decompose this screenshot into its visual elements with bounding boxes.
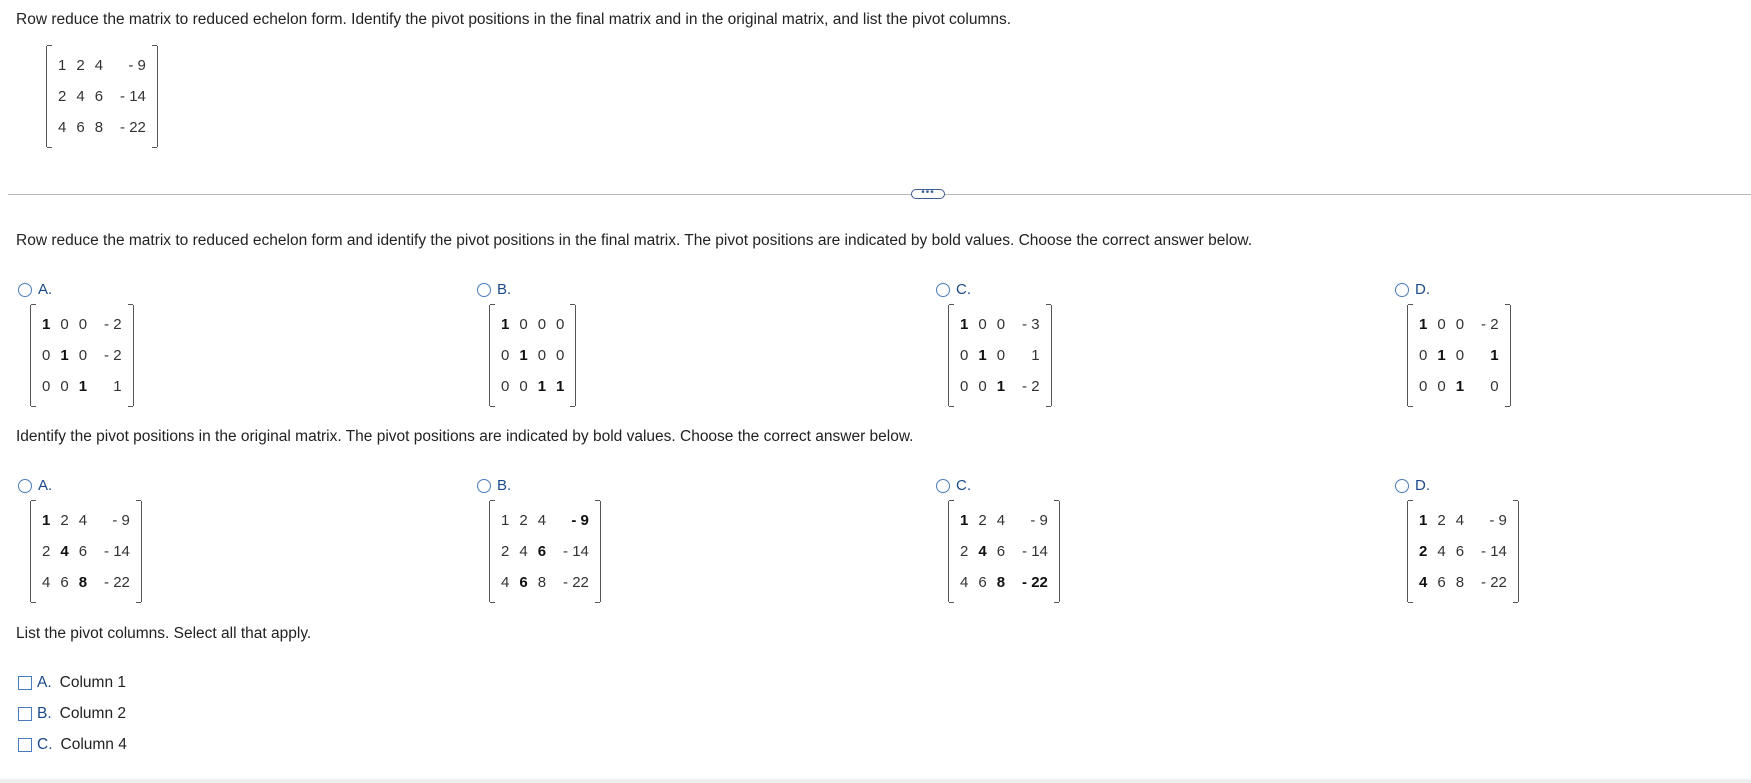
radio-button[interactable]	[1395, 479, 1409, 493]
matrix-cell: 0	[537, 347, 547, 364]
matrix-cell: - 14	[120, 88, 146, 105]
option-label: Column 4	[60, 736, 127, 753]
matrix-cell: - 9	[1030, 512, 1048, 529]
matrix-cell: 6	[76, 119, 85, 136]
original-matrix	[46, 46, 158, 147]
matrix-cell: 0	[1455, 316, 1465, 333]
radio-button[interactable]	[936, 283, 950, 297]
matrix-cell: - 9	[1489, 512, 1507, 529]
part3-prompt: List the pivot columns. Select all that apply.	[16, 625, 312, 642]
option-letter: A.	[38, 477, 53, 495]
matrix-cell: 1	[537, 378, 547, 395]
matrix-cell: - 14	[1022, 543, 1048, 560]
matrix-cell: - 22	[1481, 574, 1507, 591]
option-letter: B.	[37, 705, 52, 722]
matrix-cell: 8	[94, 119, 104, 136]
matrix-cell: 1	[960, 512, 969, 529]
checkbox[interactable]	[18, 738, 32, 752]
matrix-cell: 0	[519, 378, 528, 395]
option-letter: B.	[497, 281, 512, 299]
matrix-cell: 1	[1419, 316, 1428, 333]
matrix-cell: 4	[94, 57, 104, 74]
matrix-cell: 0	[1437, 316, 1446, 333]
matrix-cell: 0	[1490, 378, 1499, 395]
radio-button[interactable]	[477, 283, 491, 297]
matrix-cell: 1	[42, 316, 51, 333]
matrix-cell: - 22	[1022, 574, 1048, 591]
matrix-cell: - 3	[1022, 316, 1040, 333]
matrix-cell: 0	[996, 316, 1006, 333]
matrix-cell: 0	[978, 316, 987, 333]
option-letter: A.	[38, 281, 53, 299]
matrix-cell: 6	[996, 543, 1006, 560]
matrix-cell: - 9	[112, 512, 130, 529]
option-label: Column 2	[59, 705, 126, 722]
matrix-cell: - 2	[1481, 316, 1499, 333]
pivot-column-option-b[interactable]	[18, 705, 126, 723]
radio-button[interactable]	[477, 479, 491, 493]
matrix-cell: 8	[537, 574, 547, 591]
matrix-cell: 0	[1455, 347, 1465, 364]
matrix-cell: 6	[1455, 543, 1465, 560]
part2-option-b[interactable]	[477, 477, 511, 495]
matrix-cell: 8	[1455, 574, 1465, 591]
matrix-cell: 8	[996, 574, 1006, 591]
matrix-cell: 1	[1490, 347, 1499, 364]
matrix-cell: 1	[960, 316, 969, 333]
matrix-cell: 1	[58, 57, 67, 74]
matrix-cell: 6	[60, 574, 69, 591]
matrix-cell: 4	[42, 574, 51, 591]
matrix-cell: 1	[556, 378, 565, 395]
matrix-cell: 0	[556, 316, 565, 333]
part1-option-b[interactable]	[477, 281, 511, 299]
part1-option-c[interactable]	[936, 281, 971, 299]
part2-option-a-matrix	[30, 501, 142, 602]
matrix-cell: 4	[76, 88, 85, 105]
matrix-cell: 0	[42, 347, 51, 364]
matrix-cell: 4	[78, 512, 88, 529]
matrix-cell: 2	[76, 57, 85, 74]
matrix-cell: 6	[519, 574, 528, 591]
bottom-bar	[0, 779, 1751, 783]
matrix-cell: 2	[519, 512, 528, 529]
matrix-cell: 2	[58, 88, 67, 105]
part1-option-d[interactable]	[1395, 281, 1430, 299]
matrix-cell: 2	[1419, 543, 1428, 560]
matrix-cell: 1	[519, 347, 528, 364]
matrix-cell: - 2	[104, 347, 122, 364]
matrix-cell: 0	[996, 347, 1006, 364]
part2-option-c-matrix	[948, 501, 1060, 602]
radio-button[interactable]	[18, 283, 32, 297]
matrix-cell: 1	[113, 378, 122, 395]
matrix-cell: 4	[537, 512, 547, 529]
matrix-cell: 1	[1437, 347, 1446, 364]
part2-option-b-matrix	[489, 501, 601, 602]
part1-option-c-matrix	[948, 305, 1052, 406]
matrix-cell: 2	[1437, 512, 1446, 529]
option-label: Column 1	[59, 674, 126, 691]
matrix-cell: 0	[1437, 378, 1446, 395]
part1-option-b-matrix	[489, 305, 576, 406]
matrix-cell: 2	[960, 543, 969, 560]
matrix-cell: 4	[978, 543, 987, 560]
part2-option-d[interactable]	[1395, 477, 1430, 495]
option-letter: B.	[497, 477, 512, 495]
matrix-cell: 2	[60, 512, 69, 529]
part1-option-a-matrix	[30, 305, 134, 406]
matrix-cell: 1	[978, 347, 987, 364]
matrix-cell: 4	[1455, 512, 1465, 529]
matrix-cell: - 22	[104, 574, 130, 591]
part2-option-c[interactable]	[936, 477, 971, 495]
matrix-cell: 4	[501, 574, 510, 591]
matrix-cell: 0	[78, 347, 88, 364]
matrix-cell: 4	[996, 512, 1006, 529]
checkbox[interactable]	[18, 707, 32, 721]
matrix-cell: 1	[501, 512, 510, 529]
matrix-cell: - 2	[104, 316, 122, 333]
matrix-cell: - 14	[563, 543, 589, 560]
part1-option-a[interactable]	[18, 281, 52, 299]
matrix-cell: 0	[60, 316, 69, 333]
radio-button[interactable]	[1395, 283, 1409, 297]
option-letter: A.	[37, 674, 52, 691]
checkbox[interactable]	[18, 676, 32, 690]
matrix-cell: 1	[501, 316, 510, 333]
matrix-cell: 0	[537, 316, 547, 333]
matrix-cell: 0	[978, 378, 987, 395]
matrix-cell: 6	[1437, 574, 1446, 591]
matrix-cell: 0	[501, 347, 510, 364]
matrix-cell: 8	[78, 574, 88, 591]
matrix-cell: 2	[978, 512, 987, 529]
matrix-cell: 0	[501, 378, 510, 395]
matrix-cell: 0	[1419, 378, 1428, 395]
matrix-cell: - 9	[128, 57, 146, 74]
part1-option-d-matrix	[1407, 305, 1511, 406]
matrix-cell: 1	[42, 512, 51, 529]
matrix-cell: 6	[978, 574, 987, 591]
radio-button[interactable]	[936, 479, 950, 493]
option-letter: D.	[1415, 477, 1430, 495]
option-letter: C.	[956, 477, 971, 495]
matrix-cell: 6	[78, 543, 88, 560]
matrix-cell: 4	[960, 574, 969, 591]
part2-option-a[interactable]	[18, 477, 52, 495]
part2-prompt: Identify the pivot positions in the original matrix. The pivot positions are indicated by bold values. Choose the correct answer below.	[16, 428, 914, 445]
matrix-cell: 2	[501, 543, 510, 560]
part1-prompt: Row reduce the matrix to reduced echelon form and identify the pivot positions in the final matrix. The pivot positions are indicated by bold values. Choose the correct answer below.	[16, 232, 1253, 249]
radio-button[interactable]	[18, 479, 32, 493]
matrix-cell: 1	[60, 347, 69, 364]
matrix-cell: 1	[1455, 378, 1465, 395]
matrix-cell: - 22	[120, 119, 146, 136]
matrix-cell: - 14	[104, 543, 130, 560]
matrix-cell: - 2	[1022, 378, 1040, 395]
matrix-cell: 1	[996, 378, 1006, 395]
matrix-cell: 0	[60, 378, 69, 395]
matrix-cell: 6	[94, 88, 104, 105]
question-prompt: Row reduce the matrix to reduced echelon form. Identify the pivot positions in the final matrix and in the original matrix, and list the pivot columns.	[16, 11, 1012, 28]
pivot-column-option-a[interactable]	[18, 674, 126, 692]
matrix-cell: 0	[42, 378, 51, 395]
matrix-cell: 4	[1437, 543, 1446, 560]
matrix-cell: 2	[42, 543, 51, 560]
section-divider	[8, 194, 1751, 195]
matrix-cell: 0	[519, 316, 528, 333]
matrix-cell: 6	[537, 543, 547, 560]
matrix-cell: 4	[60, 543, 69, 560]
option-letter: D.	[1415, 281, 1430, 299]
matrix-cell: - 22	[563, 574, 589, 591]
matrix-cell: 4	[58, 119, 67, 136]
matrix-cell: 0	[1419, 347, 1428, 364]
matrix-cell: 0	[960, 347, 969, 364]
matrix-cell: - 14	[1481, 543, 1507, 560]
matrix-cell: 0	[960, 378, 969, 395]
part2-option-d-matrix	[1407, 501, 1519, 602]
matrix-cell: 4	[519, 543, 528, 560]
pivot-column-option-c[interactable]	[18, 736, 127, 754]
matrix-cell: - 9	[571, 512, 589, 529]
matrix-cell: 0	[556, 347, 565, 364]
option-letter: C.	[37, 736, 53, 753]
more-button[interactable]: •••	[911, 189, 945, 199]
matrix-cell: 4	[1419, 574, 1428, 591]
matrix-cell: 1	[1419, 512, 1428, 529]
matrix-cell: 1	[78, 378, 88, 395]
matrix-cell: 0	[78, 316, 88, 333]
option-letter: C.	[956, 281, 971, 299]
matrix-cell: 1	[1031, 347, 1040, 364]
